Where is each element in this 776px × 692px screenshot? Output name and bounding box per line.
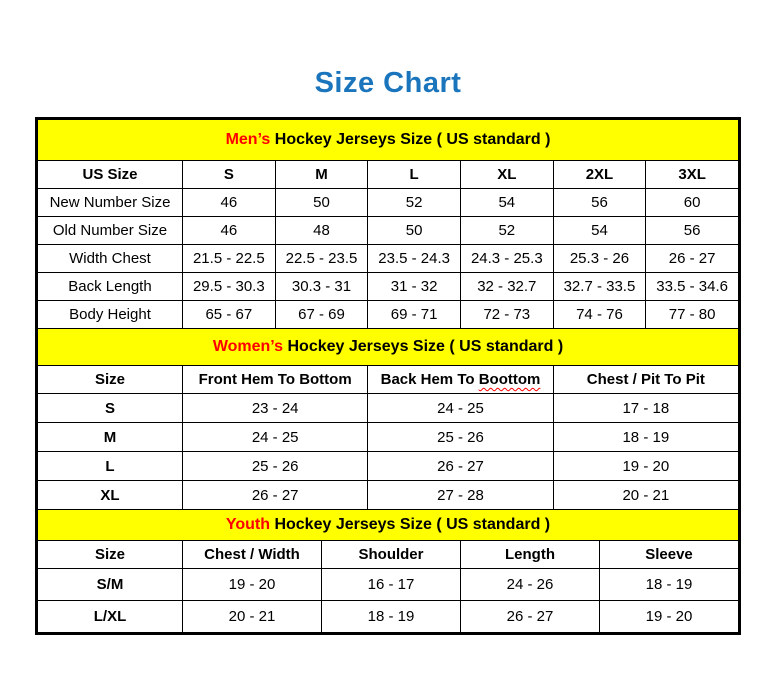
cell-value: 24 - 25 bbox=[368, 394, 553, 423]
cell-value: 24 - 26 bbox=[461, 569, 600, 601]
column-header: XL bbox=[460, 161, 553, 189]
cell-value: 69 - 71 bbox=[368, 301, 461, 329]
row-label: Back Length bbox=[38, 273, 183, 301]
cell-value: 20 - 21 bbox=[553, 481, 738, 510]
cell-value: 54 bbox=[553, 217, 646, 245]
table-row bbox=[38, 217, 739, 245]
column-header: Shoulder bbox=[322, 541, 461, 569]
column-header: Sleeve bbox=[600, 541, 739, 569]
cell-value: 25 - 26 bbox=[368, 423, 553, 452]
cell-value: 32.7 - 33.5 bbox=[553, 273, 646, 301]
cell-value: 26 - 27 bbox=[646, 245, 739, 273]
column-header: Length bbox=[461, 541, 600, 569]
cell-value: 16 - 17 bbox=[322, 569, 461, 601]
cell-value: 19 - 20 bbox=[553, 452, 738, 481]
cell-value: 24.3 - 25.3 bbox=[460, 245, 553, 273]
column-header: M bbox=[275, 161, 368, 189]
banner-highlight-word: Women’s bbox=[212, 338, 284, 355]
cell-value: 50 bbox=[368, 217, 461, 245]
banner-highlight-word: Men’s bbox=[225, 131, 271, 148]
cell-value: 72 - 73 bbox=[460, 301, 553, 329]
table-row bbox=[38, 481, 739, 510]
cell-value: 29.5 - 30.3 bbox=[183, 273, 276, 301]
cell-value: 52 bbox=[460, 217, 553, 245]
row-label: S bbox=[38, 394, 183, 423]
cell-value: 46 bbox=[183, 189, 276, 217]
row-label: L/XL bbox=[38, 601, 183, 633]
cell-value: 46 bbox=[183, 217, 276, 245]
row-label: L bbox=[38, 452, 183, 481]
cell-value: 21.5 - 22.5 bbox=[183, 245, 276, 273]
cell-value: 48 bbox=[275, 217, 368, 245]
cell-value: 52 bbox=[368, 189, 461, 217]
row-label: Width Chest bbox=[38, 245, 183, 273]
cell-value: 18 - 19 bbox=[600, 569, 739, 601]
table-row bbox=[38, 189, 739, 217]
cell-value: 22.5 - 23.5 bbox=[275, 245, 368, 273]
cell-value: 54 bbox=[460, 189, 553, 217]
size-table-womens bbox=[37, 328, 739, 510]
column-header: 3XL bbox=[646, 161, 739, 189]
cell-value: 50 bbox=[275, 189, 368, 217]
section-banner: Youth Hockey Jerseys Size ( US standard ) bbox=[38, 510, 739, 541]
column-header: Size bbox=[38, 366, 183, 394]
column-header: Chest / Pit To Pit bbox=[553, 366, 738, 394]
row-label: Body Height bbox=[38, 301, 183, 329]
cell-value: 65 - 67 bbox=[183, 301, 276, 329]
column-header: Chest / Width bbox=[183, 541, 322, 569]
section-banner: Women’s Hockey Jerseys Size ( US standard ) bbox=[38, 329, 739, 366]
column-header: Size bbox=[38, 541, 183, 569]
cell-value: 67 - 69 bbox=[275, 301, 368, 329]
section-banner: Men’s Hockey Jerseys Size ( US standard ) bbox=[38, 120, 739, 161]
page-title: Size Chart bbox=[314, 67, 462, 99]
table-row bbox=[38, 394, 739, 423]
cell-value: 26 - 27 bbox=[183, 481, 368, 510]
cell-value: 26 - 27 bbox=[368, 452, 553, 481]
table-row bbox=[38, 301, 739, 329]
cell-value: 25.3 - 26 bbox=[553, 245, 646, 273]
column-header: US Size bbox=[38, 161, 183, 189]
cell-value: 32 - 32.7 bbox=[460, 273, 553, 301]
cell-value: 74 - 76 bbox=[553, 301, 646, 329]
size-table-mens bbox=[37, 119, 739, 329]
cell-value: 77 - 80 bbox=[646, 301, 739, 329]
cell-value: 18 - 19 bbox=[553, 423, 738, 452]
table-row bbox=[38, 273, 739, 301]
cell-value: 56 bbox=[553, 189, 646, 217]
cell-value: 25 - 26 bbox=[183, 452, 368, 481]
cell-value: 33.5 - 34.6 bbox=[646, 273, 739, 301]
cell-value: 23 - 24 bbox=[183, 394, 368, 423]
row-label: New Number Size bbox=[38, 189, 183, 217]
cell-value: 20 - 21 bbox=[183, 601, 322, 633]
cell-value: 26 - 27 bbox=[461, 601, 600, 633]
cell-value: 31 - 32 bbox=[368, 273, 461, 301]
banner-highlight-word: Youth bbox=[225, 516, 270, 533]
row-label: S/M bbox=[38, 569, 183, 601]
cell-value: 19 - 20 bbox=[600, 601, 739, 633]
column-header: 2XL bbox=[553, 161, 646, 189]
table-row bbox=[38, 569, 739, 601]
row-label: Old Number Size bbox=[38, 217, 183, 245]
cell-value: 30.3 - 31 bbox=[275, 273, 368, 301]
cell-value: 17 - 18 bbox=[553, 394, 738, 423]
column-header: Front Hem To Bottom bbox=[183, 366, 368, 394]
row-label: XL bbox=[38, 481, 183, 510]
row-label: M bbox=[38, 423, 183, 452]
size-chart bbox=[35, 117, 741, 635]
cell-value: 24 - 25 bbox=[183, 423, 368, 452]
cell-value: 60 bbox=[646, 189, 739, 217]
table-row bbox=[38, 245, 739, 273]
misspelled-word: Boottom bbox=[478, 371, 541, 388]
column-header: S bbox=[183, 161, 276, 189]
table-row bbox=[38, 452, 739, 481]
size-table-youth bbox=[37, 509, 739, 633]
cell-value: 19 - 20 bbox=[183, 569, 322, 601]
table-row bbox=[38, 601, 739, 633]
cell-value: 23.5 - 24.3 bbox=[368, 245, 461, 273]
table-row bbox=[38, 423, 739, 452]
cell-value: 27 - 28 bbox=[368, 481, 553, 510]
column-header: L bbox=[368, 161, 461, 189]
cell-value: 18 - 19 bbox=[322, 601, 461, 633]
cell-value: 56 bbox=[646, 217, 739, 245]
column-header: Back Hem To Boottom bbox=[368, 366, 553, 394]
